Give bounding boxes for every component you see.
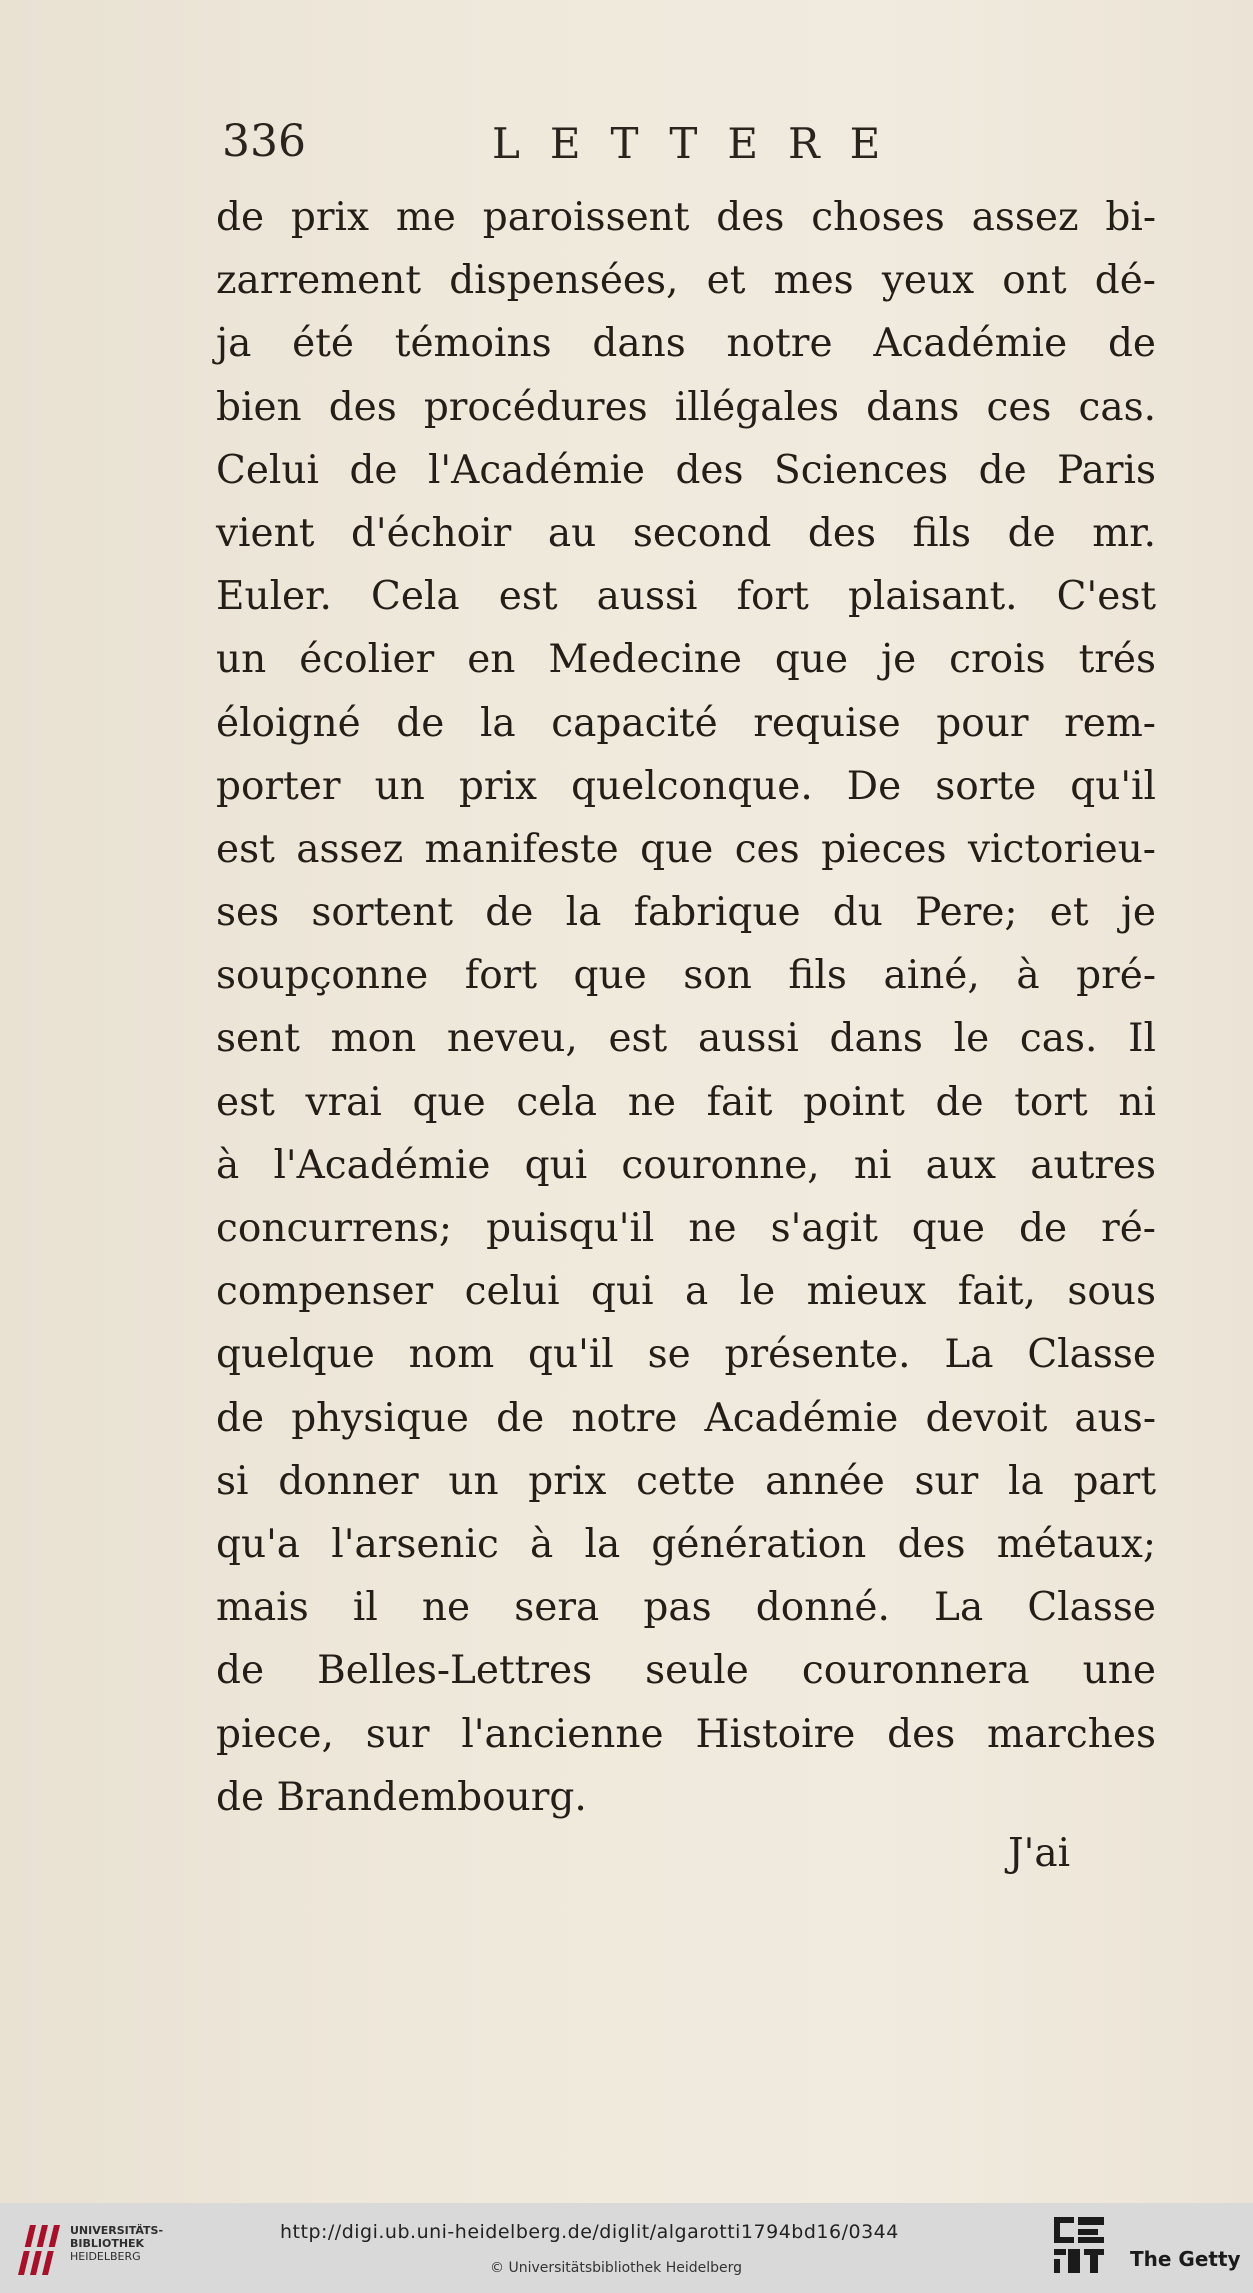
ub-heidelberg-logo-icon	[14, 2221, 68, 2277]
text-line: Euler. Cela est aussi fort plaisant. C'est	[216, 574, 1156, 620]
text-line: de prix me paroissent des choses assez bi-	[216, 195, 1156, 240]
text-line: soupçonne fort que son fils ainé, à pré-	[216, 953, 1156, 999]
text-line: est vrai que cela ne fait point de tort ni	[216, 1079, 1156, 1125]
text-line: piece, sur l'ancienne Histoire des marches	[216, 1711, 1156, 1757]
text-line: si donner un prix cette année sur la part	[216, 1458, 1156, 1504]
body-text	[216, 186, 1156, 1829]
library-name-line2: BIBLIOTHEK	[70, 2237, 145, 2250]
text-line: mais il ne sera pas donné. La Classe	[216, 1585, 1156, 1631]
text-line: éloigné de la capacité requise pour rem-	[216, 700, 1156, 746]
text-line: ses sortent de la fabrique du Pere; et je	[216, 890, 1156, 936]
text-line: concurrens; puisqu'il ne s'agit que de ré-	[216, 1206, 1156, 1251]
text-line: ja été témoins dans notre Académie de	[216, 321, 1156, 367]
permalink-url[interactable]: http://digi.ub.uni-heidelberg.de/diglit/algarotti1794bd16/0344	[280, 2221, 899, 2243]
text-line: qu'a l'arsenic à la génération des métaux;	[216, 1521, 1156, 1567]
viewer-footer	[0, 2203, 1253, 2293]
text-line: Celui de l'Académie des Sciences de Paris	[216, 447, 1156, 493]
running-head: LETTERE	[492, 119, 911, 168]
getty-logo-icon	[1052, 2215, 1108, 2281]
text-line: zarrement dispensées, et mes yeux ont dé-	[216, 258, 1156, 304]
page-number: 336	[222, 116, 306, 167]
text-line: un écolier en Medecine que je crois trés	[216, 637, 1156, 683]
library-name-line3: HEIDELBERG	[70, 2250, 141, 2263]
text-line: porter un prix quelconque. De sorte qu'il	[216, 763, 1156, 809]
catchword: J'ai	[1008, 1831, 1071, 1876]
text-line: vient d'échoir au second des fils de mr.	[216, 510, 1156, 556]
text-line: bien des procédures illégales dans ces cas.	[216, 384, 1156, 430]
text-line: est assez manifeste que ces pieces victorieu-	[216, 826, 1156, 872]
text-line: de Brandembourg.	[216, 1774, 587, 1820]
text-line: de Belles-Lettres seule couronnera une	[216, 1648, 1156, 1694]
copyright-notice: © Universitätsbibliothek Heidelberg	[490, 2260, 743, 2276]
text-line: de physique de notre Académie devoit aus-	[216, 1395, 1156, 1441]
text-line: compenser celui qui a le mieux fait, sous	[216, 1269, 1156, 1315]
getty-name: The Getty	[1130, 2247, 1241, 2271]
text-line: quelque nom qu'il se présente. La Classe	[216, 1332, 1156, 1378]
text-line: à l'Académie qui couronne, ni aux autres	[216, 1142, 1156, 1188]
page-header	[222, 112, 1202, 182]
library-name-line1: UNIVERSITÄTS-	[70, 2224, 164, 2237]
library-name	[70, 2224, 163, 2263]
text-line: sent mon neveu, est aussi dans le cas. Il	[216, 1016, 1156, 1062]
